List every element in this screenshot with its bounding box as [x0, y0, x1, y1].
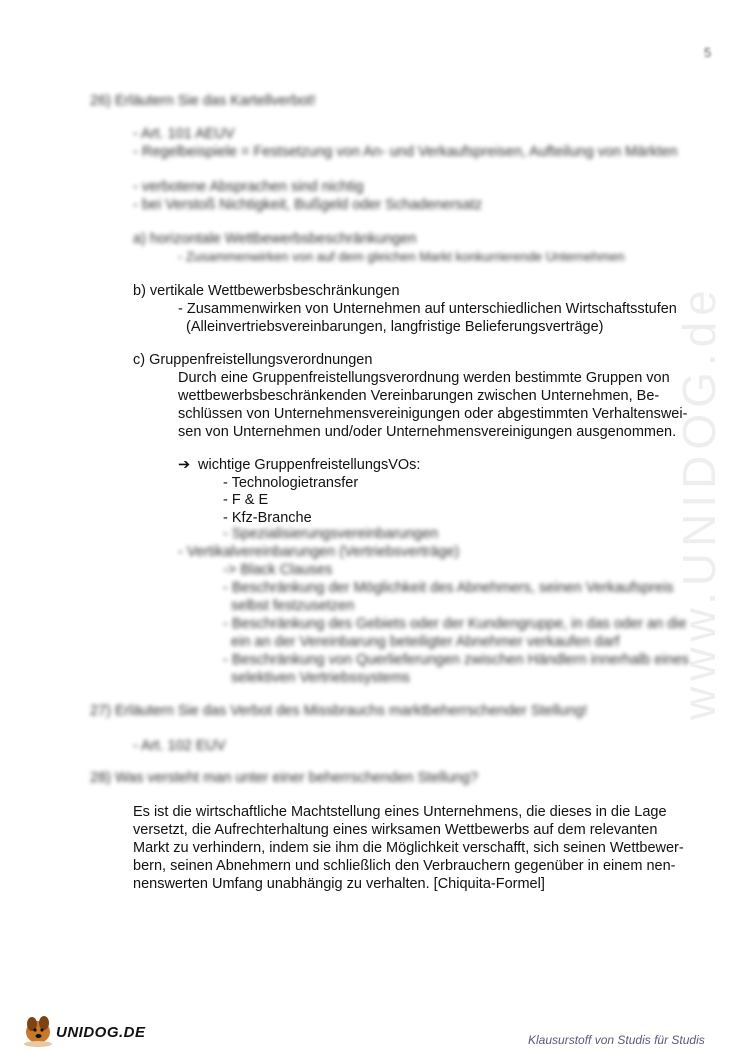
vo-list-title: wichtige GruppenfreistellungsVOs:	[198, 457, 421, 473]
list-item: ein an der Vereinbarung beteiligter Abnehmer verkaufen darf	[231, 634, 620, 650]
list-item: - Art. 102 EUV	[133, 738, 226, 754]
footer-tagline: Klausurstoff von Studis für Studis	[528, 1033, 705, 1047]
list-item: - Beschränkung der Möglichkeit des Abnehmers, seinen Verkaufspreis	[223, 580, 674, 596]
list-item: - Art. 101 AEUV	[133, 126, 235, 142]
arrow-icon: ➔	[178, 457, 191, 473]
list-item: - Zusammenwirken von auf dem gleichen Markt konkurrierende Unternehmen	[178, 249, 625, 264]
list-item: -> Black Clauses	[223, 562, 333, 578]
list-item: - Technologietransfer	[223, 475, 359, 491]
list-item: - F & E	[223, 492, 269, 508]
answer-line: versetzt, die Aufrechterhaltung eines wirksamen Wettbewerbs auf dem relevanten	[133, 822, 658, 838]
list-item: - Kfz-Branche	[223, 510, 312, 526]
question-27-heading: 27) Erläutern Sie das Verbot des Missbrauchs marktbeherrschender Stellung!	[90, 703, 588, 719]
paragraph-line: Durch eine Gruppenfreistellungsverordnung werden bestimmte Gruppen von	[178, 370, 670, 386]
list-item: - bei Verstoß Nichtigkeit, Bußgeld oder Schadenersatz	[133, 197, 482, 213]
answer-line: bern, seinen Abnehmern und schließlich den Verbrauchern gegenüber in einem nen-	[133, 858, 676, 874]
logo-text: UNIDOG.DE	[56, 1024, 146, 1041]
list-item: - Spezialisierungsvereinbarungen	[223, 526, 439, 542]
question-28-heading: 28) Was versteht man unter einer beherrschenden Stellung?	[90, 770, 478, 786]
list-item: - Vertikalvereinbarungen (Vertriebsverträge)	[178, 544, 460, 560]
paragraph-line: schlüssen von Unternehmensvereinigungen oder abgestimmten Verhaltenswei-	[178, 406, 688, 422]
watermark-text: www.UNIDOG.de	[673, 284, 725, 720]
answer-line: nenswerten Umfang unabhängig zu verhalten. [Chiquita-Formel]	[133, 876, 545, 892]
list-item: selektiven Vertriebssystems	[231, 670, 410, 686]
list-item: - Beschränkung des Gebiets oder der Kundengruppe, in das oder an die	[223, 616, 687, 632]
list-item: - Regelbeispiele = Festsetzung von An- und Verkaufspreisen, Aufteilung von Märkten	[133, 144, 678, 160]
section-c-title: c) Gruppenfreistellungsverordnungen	[133, 352, 373, 368]
page-number: 5	[704, 45, 712, 60]
list-item: - Beschränkung von Querlieferungen zwischen Händlern innerhalb eines	[223, 652, 689, 668]
list-item: (Alleinvertriebsvereinbarungen, langfristige Belieferungsverträge)	[186, 319, 604, 335]
answer-line: Es ist die wirtschaftliche Machtstellung eines Unternehmens, die dieses in die Lage	[133, 804, 667, 820]
paragraph-line: sen von Unternehmen und/oder Unternehmensvereinigungen ausgenommen.	[178, 424, 677, 440]
section-b-title: b) vertikale Wettbewerbsbeschränkungen	[133, 283, 400, 299]
section-a-title: a) horizontale Wettbewerbsbeschränkungen	[133, 231, 417, 247]
paragraph-line: wettbewerbsbeschränkenden Vereinbarungen zwischen Unternehmen, Be-	[178, 388, 660, 404]
list-item: - Zusammenwirken von Unternehmen auf unterschiedlichen Wirtschaftsstufen	[178, 301, 677, 317]
list-item: - verbotene Absprachen sind nichtig	[133, 179, 364, 195]
list-item: selbst festzusetzen	[231, 598, 355, 614]
question-26-heading: 26) Erläutern Sie das Kartellverbot!	[90, 93, 316, 109]
answer-line: Markt zu verhindern, indem sie ihm die Möglichkeit verschafft, sich seinen Wettbewer-	[133, 840, 684, 856]
